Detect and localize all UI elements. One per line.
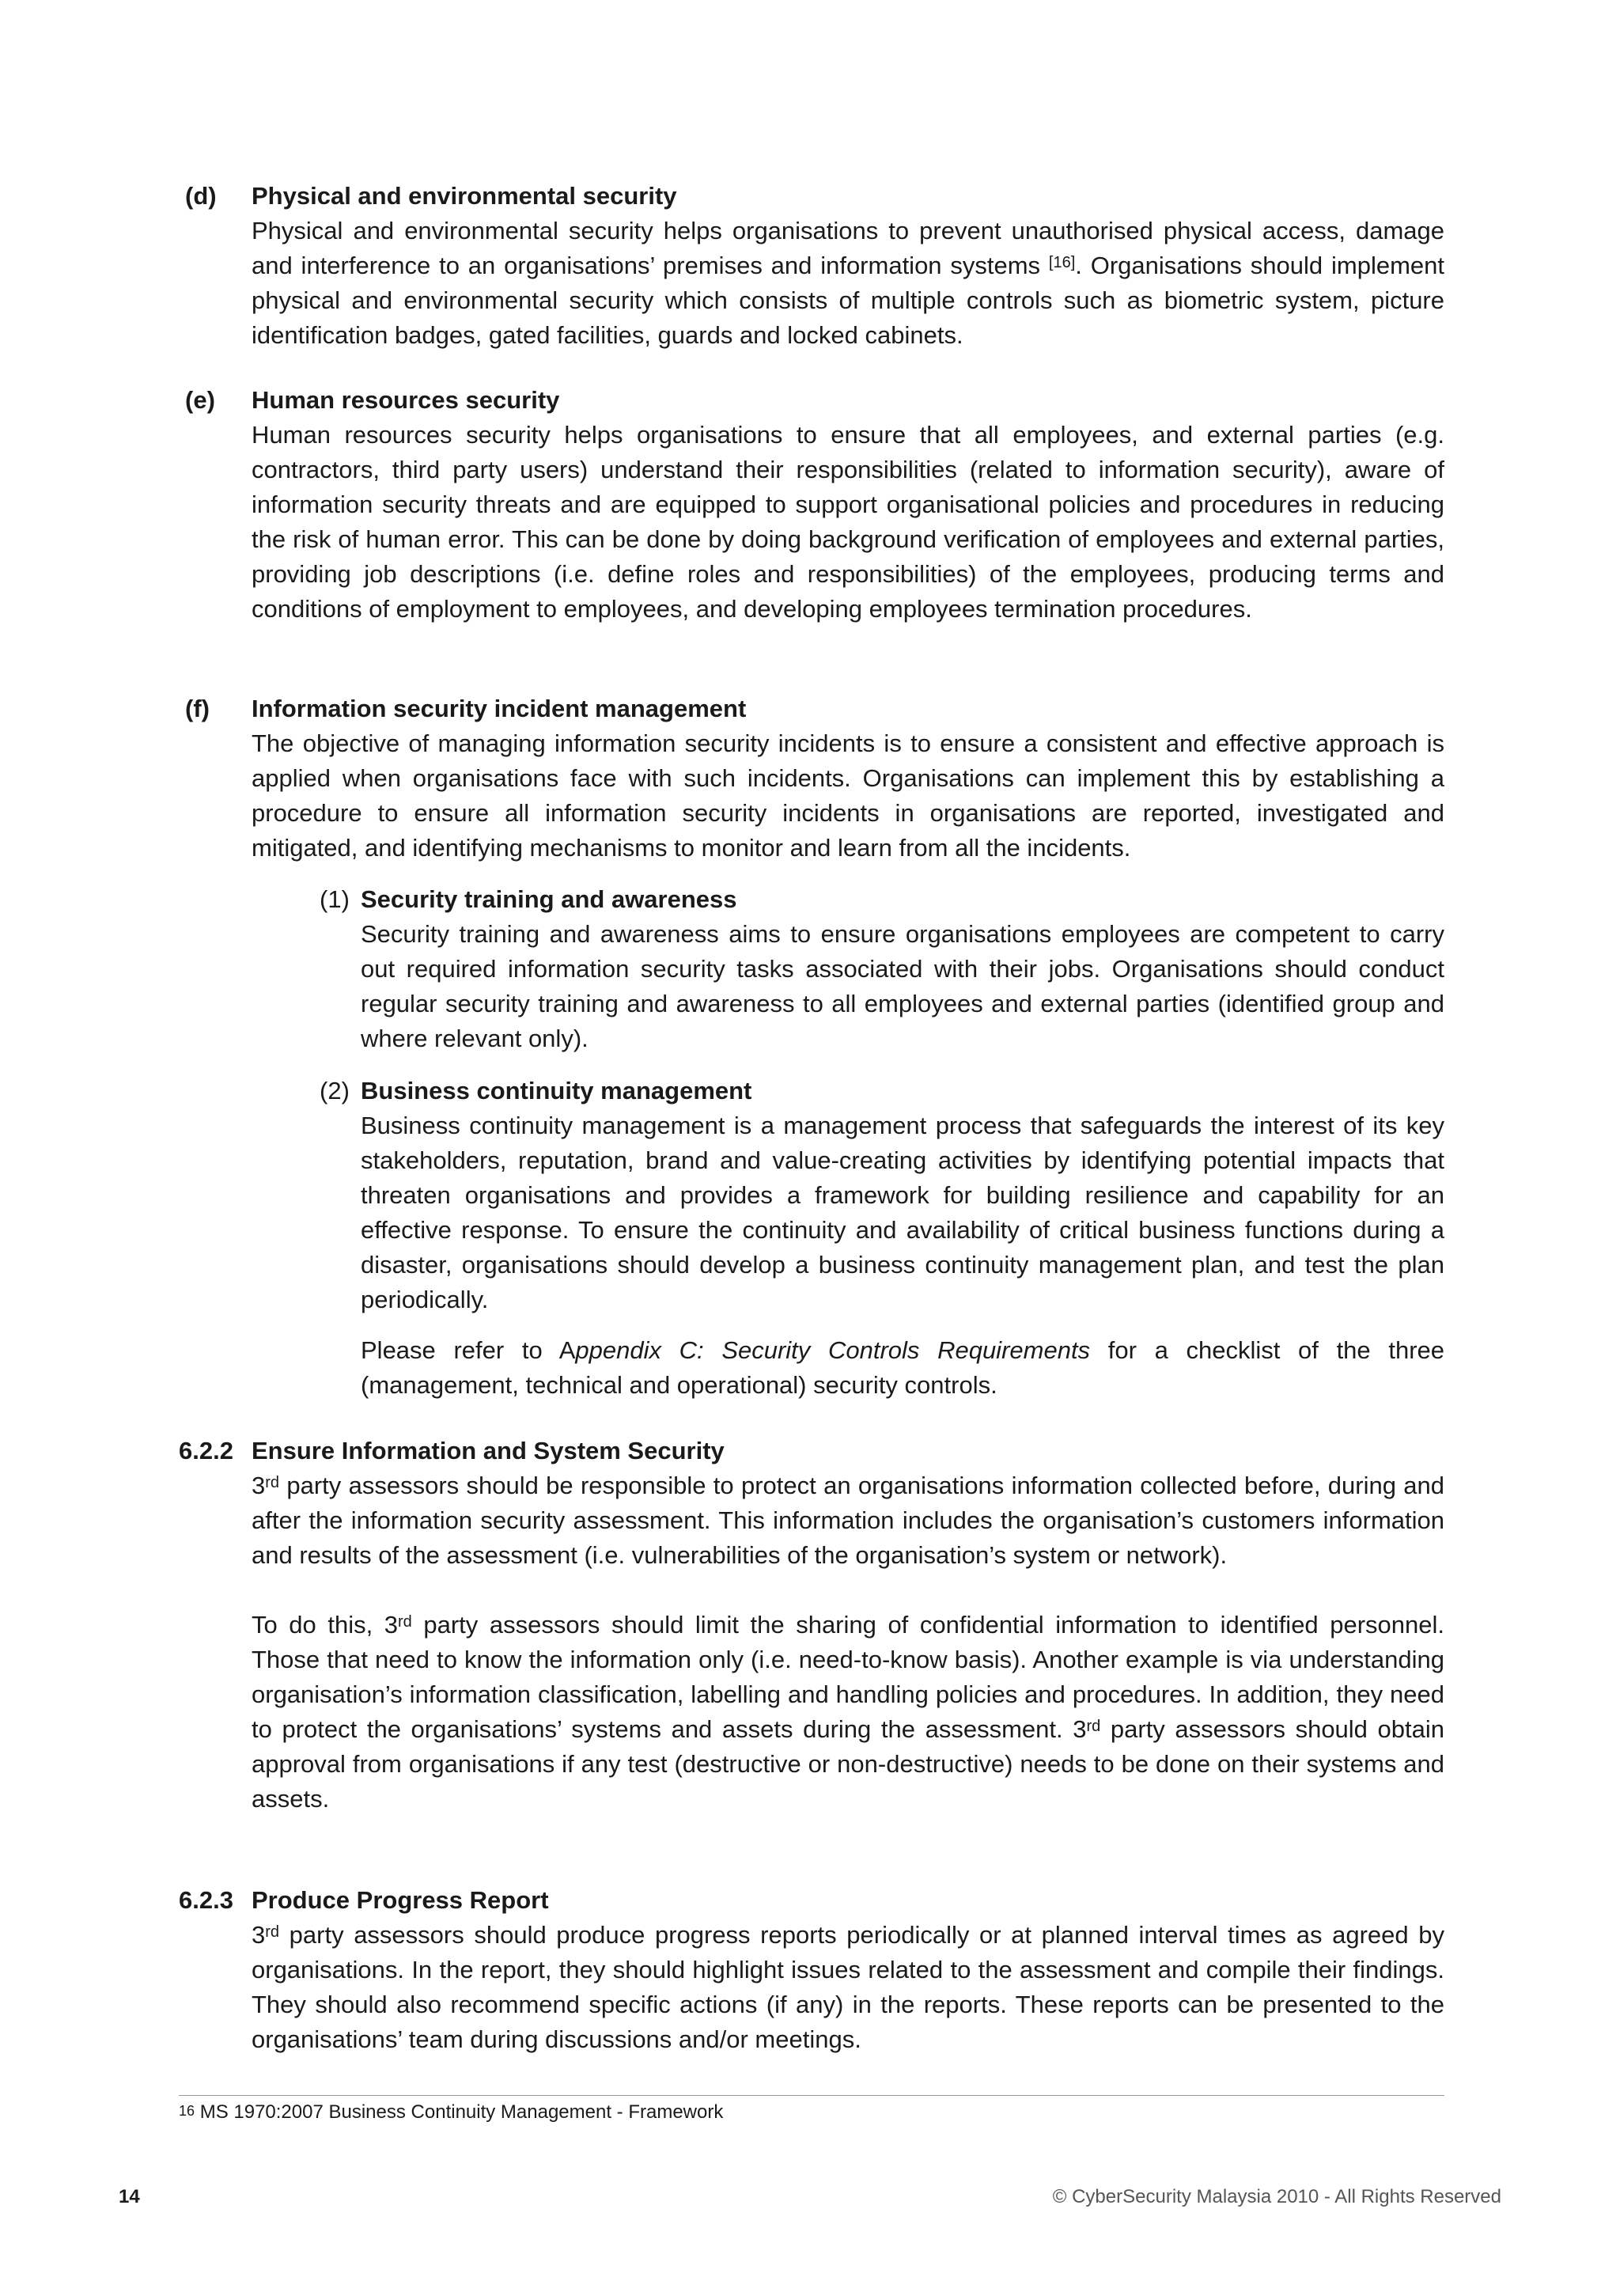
subitem-label: (1) [320,885,350,913]
subitem-label: (2) [320,1077,350,1104]
section-title: Ensure Information and System Security [252,1437,725,1464]
appendix-reference: Please refer to Appendix C: Security Controls Requirements for a checklist of the three (management, technical and operational) security controls. [361,1336,1444,1399]
section-paragraph: To do this, 3rd party assessors should limit the sharing of confidential information to identified personnel. Those that need to know the information only (i.e. need-to-know basis). Another example is via understanding organisation’s information classification, labelling and handling policies and procedures. In addition, they need to protect the organisations’ systems and assets during the assessment. 3rd party assessors should obtain approval from organisations if any test (destructive or non-destructive) needs to be done on their systems and assets. [252,1611,1445,1813]
footnote-text: MS 1970:2007 Business Continuity Management - Framework [195,2101,724,2123]
subitem-title: Business continuity management [361,1077,752,1104]
item-f [185,691,1444,866]
copyright-notice: © CyberSecurity Malaysia 2010 - All Rights Reserved [1052,2186,1501,2207]
item-label: (e) [185,386,215,414]
section-6-2-2 [179,1434,1445,1817]
subitem-title: Security training and awareness [361,885,737,913]
item-e [185,383,1444,627]
subitem-1 [320,882,1444,1056]
item-d [185,179,1444,353]
item-body: Physical and environmental security helps organisations to prevent unauthorised physical access, damage and interference to an organisations’ premises and information systems [16]. Organisations should implement physical and environmental security which consists of multiple controls such as biometric system, picture identification badges, gated facilities, guards and locked cabinets. [252,217,1444,349]
item-body: Human resources security helps organisations to ensure that all employees, and external parties (e.g. contractors, third party users) understand their responsibilities (related to information security), aware of information security threats and are equipped to support organisational policies and procedures in reducing the risk of human error. This can be done by doing background verification of employees and external parties, providing job descriptions (i.e. define roles and responsibilities) of the employees, producing terms and conditions of employment to employees, and developing employees termination procedures. [252,421,1444,623]
section-paragraph: 3rd party assessors should produce progress reports periodically or at planned interval times as agreed by organisations. In the report, they should highlight issues related to the assessment and compile their findings. They should also recommend specific actions (if any) in the reports. These reports can be presented to the organisations’ team during discussions and/or meetings. [252,1921,1444,2053]
appendix-link-text: ppendix C: Security Controls Requirements [575,1336,1091,1364]
item-label: (d) [185,182,217,210]
footnote [179,2100,723,2125]
section-title: Produce Progress Report [252,1886,549,1914]
section-number: 6.2.3 [179,1886,233,1914]
citation: [16] [1048,254,1076,271]
item-title: Information security incident management [252,695,747,722]
page-number: 14 [119,2186,140,2207]
section-number: 6.2.2 [179,1437,233,1464]
item-body: The objective of managing information security incidents is to ensure a consistent and effective approach is applied when organisations face with such incidents. Organisations can implement this by establishing a procedure to ensure all information security incidents in organisations are reported, investigated and mitigated, and identifying mechanisms to monitor and learn from all the incidents. [252,729,1444,862]
item-title: Human resources security [252,386,560,414]
subitem-body: Security training and awareness aims to ensure organisations employees are competent to carry out required information security tasks associated with their jobs. Organisations should conduct regular security training and awareness to all employees and external parties (identified group and where relevant only). [361,920,1444,1052]
item-label: (f) [185,695,210,722]
subitem-body: Business continuity management is a management process that safeguards the interest of its key stakeholders, reputation, brand and value-creating activities by identifying potential impacts that threaten organisations and provides a framework for building resilience and capability for an effective response. To ensure the continuity and availability of critical business functions during a disaster, organisations should develop a business continuity management plan, and test the plan periodically. [361,1112,1444,1313]
subitem-2 [320,1074,1444,1403]
section-paragraph: 3rd party assessors should be responsible to protect an organisations information collected before, during and after the information security assessment. This information includes the organisation’s customers information and results of the assessment (i.e. vulnerabilities of the organisation’s system or network). [252,1472,1444,1569]
item-title: Physical and environmental security [252,182,677,210]
footnote-divider [179,2095,1444,2096]
footnote-number: 16 [179,2103,195,2119]
section-6-2-3 [179,1883,1444,2057]
